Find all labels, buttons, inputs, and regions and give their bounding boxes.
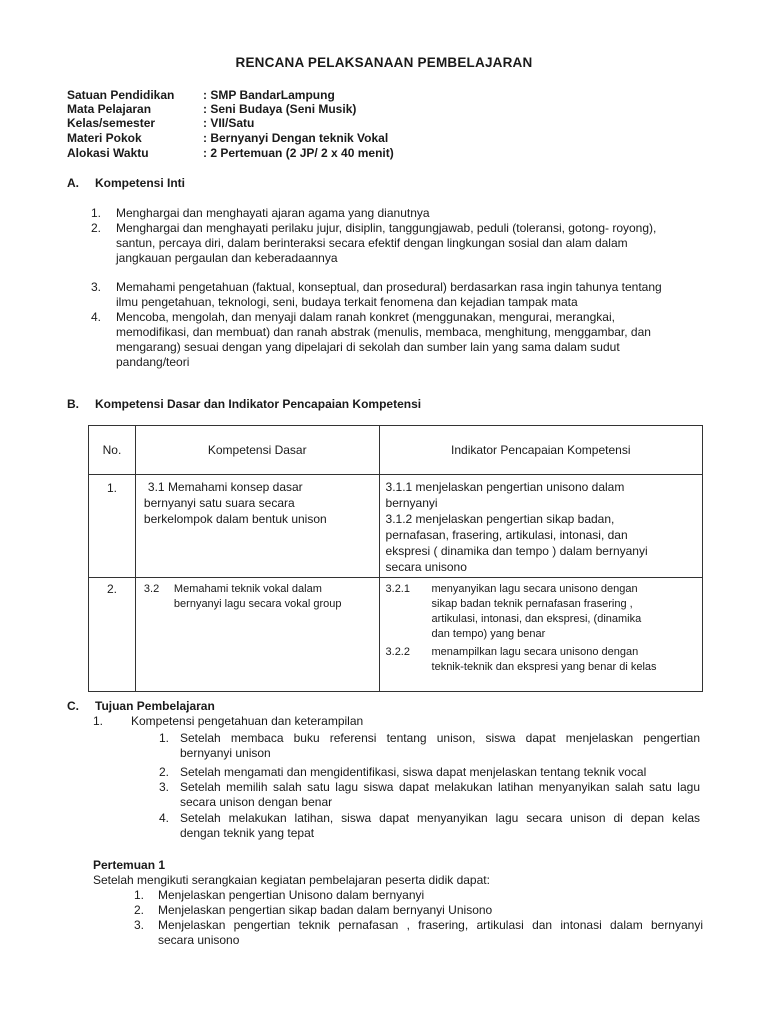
- text-line: jangkauan pergaulan dan keberadaannya: [116, 251, 338, 265]
- text-line: ilmu pengetahuan, teknologi, seni, budaya terkait fenomena dan kejadian tampak mata: [116, 295, 578, 309]
- list-number: 2.: [134, 903, 145, 917]
- identity-value: : Bernyanyi Dengan teknik Vokal: [203, 131, 389, 145]
- list-text: [158, 918, 703, 948]
- text-line: berkelompok dalam bentuk unison: [143, 512, 327, 526]
- list-number: 2.: [91, 221, 102, 235]
- text-line: bernyanyi unison: [180, 746, 271, 760]
- text-line: 3.1.2 menjelaskan pengertian sikap badan,: [385, 512, 615, 526]
- identity-value: : SMP BandarLampung: [203, 88, 335, 102]
- text-line: bernyanyi lagu secara vokal group: [173, 598, 342, 610]
- list-text: [116, 206, 716, 221]
- text-line: secara unisono: [158, 933, 240, 947]
- text-line: Setelah membaca buku referensi tentang unison, siswa dapat menjelaskan pengertian: [180, 731, 700, 745]
- text-line: memodifikasi, dan membuat) dan ranah abstrak (menulis, membaca, menghitung, menggambar, dan: [116, 325, 651, 339]
- text-line: teknik-teknik dan ekspresi yang benar di kelas: [431, 661, 657, 673]
- text-line: sikap badan teknik pernafasan frasering ,: [431, 598, 633, 610]
- list-text: [180, 765, 700, 780]
- list-text: [116, 310, 716, 370]
- text-line: pandang/teori: [116, 355, 190, 369]
- list-text: [158, 903, 703, 918]
- header-kd: Kompetensi Dasar: [135, 426, 379, 475]
- text-line: dengan teknik yang tepat: [180, 826, 315, 840]
- table-row: [89, 475, 703, 578]
- text-line: secara unison dengan benar: [180, 795, 333, 809]
- text-line: Memahami teknik vokal dalam: [173, 583, 322, 595]
- document-title: RENCANA PELAKSANAAN PEMBELAJARAN: [235, 55, 533, 70]
- row-number: 2.: [89, 578, 136, 692]
- ipk-code: 3.2.1: [385, 583, 410, 595]
- identity-value: : 2 Pertemuan (2 JP/ 2 x 40 menit): [203, 146, 394, 160]
- ipk-entry: [386, 582, 696, 642]
- list-text: [116, 221, 716, 266]
- section-title: Kompetensi Dasar dan Indikator Pencapaian Kompetensi: [95, 397, 422, 411]
- identity-value: : VII/Satu: [203, 116, 255, 130]
- text-line: 3.1 Memahami konsep dasar: [147, 480, 303, 494]
- text-line: 3.1.1 menjelaskan pengertian unisono dalam: [385, 480, 625, 494]
- list-text: [116, 280, 716, 310]
- list-number: 1.: [91, 206, 102, 220]
- list-text: [180, 811, 700, 841]
- list-number: 3.: [134, 918, 145, 932]
- ipk-cell: [379, 578, 702, 692]
- list-text: [180, 780, 700, 810]
- pertemuan-intro: Setelah mengikuti serangkaian kegiatan pembelajaran peserta didik dapat:: [93, 873, 490, 887]
- list-number: 2.: [159, 765, 170, 779]
- identity-label: Kelas/semester: [67, 116, 156, 130]
- kd-cell: [135, 578, 379, 692]
- kd-code: 3.2: [143, 583, 160, 595]
- text-line: santun, percaya diri, dalam berinteraksi secara efektif dengan lingkungan sosial dan alam dalam: [116, 236, 628, 250]
- text-line: ekspresi ( dinamika dan tempo ) dalam bernyanyi: [385, 544, 648, 558]
- identity-value: : Seni Budaya (Seni Musik): [203, 102, 357, 116]
- section-letter: A.: [67, 176, 79, 190]
- ipk-code: 3.2.2: [385, 646, 410, 658]
- text-line: Setelah memilih salah satu lagu siswa dapat melakukan latihan menyanyikan salah satu lagu: [180, 780, 700, 794]
- ipk-cell: [379, 475, 702, 578]
- section-letter: B.: [67, 397, 79, 411]
- text-line: Menjelaskan pengertian teknik pernafasan , frasering, artikulasi dan intonasi dalam bernyanyi: [158, 918, 703, 932]
- list-number: 3.: [91, 280, 102, 294]
- section-title: Tujuan Pembelajaran: [95, 699, 215, 713]
- text-line: artikulasi, intonasi, dan ekspresi, (dinamika: [431, 613, 642, 625]
- identity-label: Materi Pokok: [67, 131, 142, 145]
- kd-entry: [144, 582, 373, 612]
- subsection-title: Kompetensi pengetahuan dan keterampilan: [131, 714, 364, 728]
- list-number: 1.: [134, 888, 145, 902]
- section-c-heading: [67, 699, 467, 715]
- list-number: 4.: [159, 811, 170, 825]
- list-number: 3.: [159, 780, 170, 794]
- row-number: 1.: [89, 475, 136, 578]
- list-number: 1.: [159, 731, 170, 745]
- pertemuan-title: Pertemuan 1: [93, 858, 166, 872]
- kd-cell: [135, 475, 379, 578]
- text-line: pernafasan, frasering, artikulasi, intonasi, dan: [385, 528, 628, 542]
- text-line: Menjelaskan pengertian sikap badan dalam bernyanyi Unisono: [158, 903, 493, 917]
- text-line: Mencoba, mengolah, dan menyaji dalam ranah konkret (menggunakan, mengurai, merangkai,: [116, 310, 615, 324]
- text-line: Memahami pengetahuan (faktual, konseptual, dan prosedural) berdasarkan rasa ingin tahunya tentang: [116, 280, 662, 294]
- text-line: secara unisono: [385, 560, 467, 574]
- header-ipk: Indikator Pencapaian Kompetensi: [379, 426, 702, 475]
- text-line: menampilkan lagu secara unisono dengan: [431, 646, 639, 658]
- ipk-entry: [386, 645, 696, 675]
- section-letter: C.: [67, 699, 79, 713]
- identity-label: Alokasi Waktu: [67, 146, 149, 160]
- text-line: Setelah melakukan latihan, siswa dapat menyanyikan lagu secara unison di depan kelas: [180, 811, 700, 825]
- text-line: menyanyikan lagu secara unisono dengan: [431, 583, 638, 595]
- section-a-heading: [67, 176, 467, 192]
- text-line: mengarang) sesuai dengan yang dipelajari di sekolah dan sumber lain yang sama dalam sudut: [116, 340, 620, 354]
- list-number: 1.: [93, 714, 104, 728]
- table-header-row: [89, 426, 703, 475]
- section-b-heading: [67, 397, 567, 413]
- list-text: [158, 888, 703, 903]
- table-row: [89, 578, 703, 692]
- text-line: bernyanyi: [385, 496, 438, 510]
- header-no: No.: [89, 426, 136, 475]
- list-number: 4.: [91, 310, 102, 324]
- text-line: Menjelaskan pengertian Unisono dalam bernyanyi: [158, 888, 425, 902]
- text-line: bernyanyi satu suara secara: [143, 496, 295, 510]
- competency-table: [88, 425, 703, 692]
- text-line: Menghargai dan menghayati perilaku jujur, disiplin, tanggungjawab, peduli (toleransi, gotong- royong),: [116, 221, 657, 235]
- identity-label: Satuan Pendidikan: [67, 88, 175, 102]
- section-title: Kompetensi Inti: [95, 176, 186, 190]
- list-text: [180, 731, 700, 761]
- text-line: Setelah mengamati dan mengidentifikasi, siswa dapat menjelaskan tentang teknik vocal: [180, 765, 647, 779]
- identity-label: Mata Pelajaran: [67, 102, 152, 116]
- text-line: Menghargai dan menghayati ajaran agama yang dianutnya: [116, 206, 430, 220]
- text-line: dan tempo) yang benar: [431, 628, 546, 640]
